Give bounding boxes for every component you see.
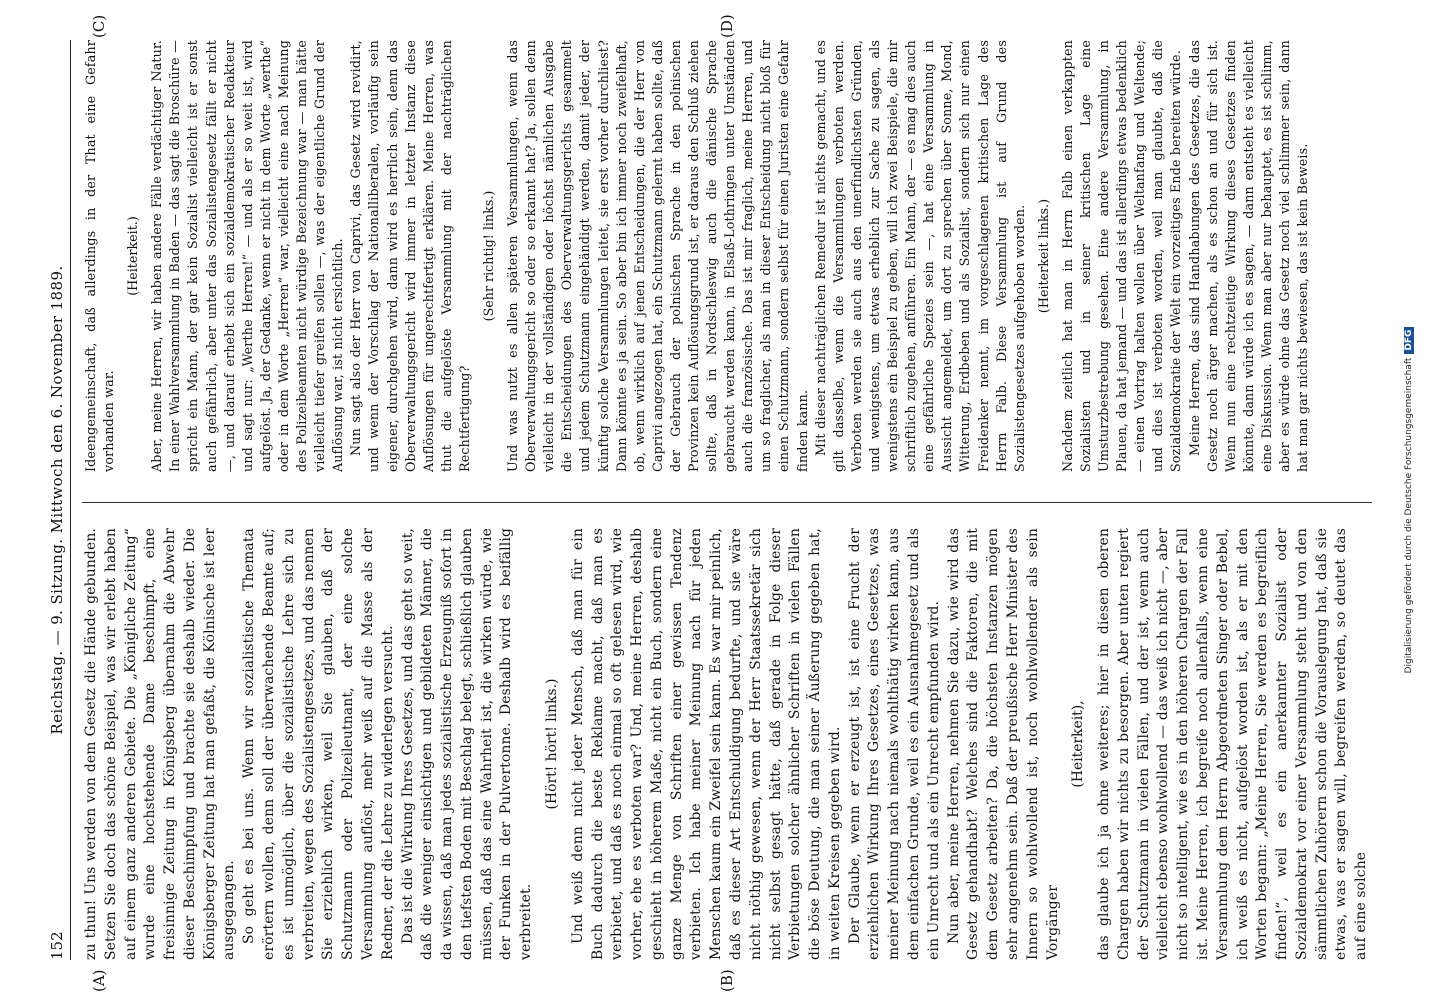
- paragraph: So geht es bei uns. Wenn wir sozialistische Themata erörtern wollen, denn soll der überwachende Beamte auf; es ist unmöglich, über die sozialistische Lehre sich zu verbreiten, wegen des Sozialistengesetzes, und das nennen Sie erziehlich wirken, weil Sie glauben, daß der Schutzmann oder Polizeileutnant, der eine solche Versammlung auflöst, mehr weiß auf die Masse als der Redner, der die Lehre zu widerlegen versucht.: [241, 528, 396, 960]
- left-column: [82, 528, 1372, 960]
- stage-direction: (Heiterkeit.): [125, 216, 141, 296]
- paragraph: Nun sagt also der Herr von Caprivi, das Gesetz wird revidirt, und wenn der Vorschlag der Nationalliberalen, vorläufig sein eigener, durchgehen wird, dann wird es herrlich sein, denn das Oberverwaltungsgericht wird immer in letzter Instanz diese Auflösungen für ungerechtfertigt erklären. Meine Herren, was thut die aufgelöste Versammlung mit der nachträglichen Rechtfertigung?: [348, 40, 472, 472]
- paragraph: Mit dieser nachträglichen Remedur ist nichts gemacht, und es gilt dasselbe, wenn die Versammlungen verboten werden. Verboten werden sie auch aus den unerfindlichsten Gründen, und wenigstens, um etwas erheblich zur Sache zu sagen, als wenigstens ein Beispiel zu geben, will ich zwei Beispiele, die mir schriftlich zugehen, anführen. Ein Mann, der — es mag dies auch eine gefährliche Spezies sein —, hat eine Versammlung in Aussicht angemeldet, um dort zu sprechen über Sonne, Mond, Witterung, Erdbeben und als Sozialist, sondern sich nur einen Freidenker nennt, im vorgeschlagenen kritischen Lage des Herrn Falb. Diese Versammlung ist auf Grund des Sozialistengesetzes aufgehoben worden.: [812, 40, 1027, 472]
- page-number: 152: [48, 931, 66, 960]
- paragraph: Nachdem zeitlich hat man in Herrn Falb einen verkappten Sozialisten und in seiner kritischen Lage eine Umsturzbestrebung gesehen. Eine andere Versammlung, in Plauen, da hat jemand — und das ist allerdings etwas bedenklich — einen Vortrag halten wollen über Weltanfang und Weltende; und dies ist verboten worden, weil man glaubte, daß die Sozialdemokratie der Welt ein vorzeitiges Ende bereiten würde.: [1059, 40, 1184, 472]
- paragraph: Ideengemeinschaft, daß allerdings in der That eine Gefahr vorhanden war.: [83, 40, 117, 472]
- column-divider: [82, 502, 1372, 503]
- page-header: [44, 40, 71, 960]
- margin-mark-c: (C): [90, 14, 108, 38]
- paragraph: Und was nutzt es allen späteren Versammlungen, wenn das Oberverwaltungsgericht so oder so erkannt hat? Ja, sollen denn vielleicht in der vollständigen oder höchst nämlichen Ausgabe die Entscheidungen des Oberverwaltungsgerichts gesammelt und jedem Schutzmann eingehändigt werden, damit jeder, der künftig solche Versammlungen leitet, sie erst vorher durchliest? Dann könnte es ja sein. So aber bin ich immer noch zweifelhaft, ob, wenn wirklich auf jenen Entscheidungen, die der Herr von Caprivi angezogen hat, ein Schutzmann gelernt haben sollte, daß der Gebrauch der polnischen Sprache in den polnischen Provinzen kein Auflösungsgrund ist, er daraus den Schluß ziehen sollte, daß in Nordschleswig auch die dänische Sprache gebraucht werden kann, in Elsaß-Lothringen unter Umständen auch die französische. Das ist mir fraglich, meine Herren, und um so fraglicher, als man in dieser Entscheidung nicht bloß für einen Schutzmann, sondern selbst für einen Juristen eine Gefahr finden kann.: [505, 40, 810, 472]
- right-column: [82, 40, 1372, 472]
- digitization-caption: [1404, 40, 1414, 960]
- stage-direction: (Heiterkeit),: [1070, 700, 1087, 788]
- stage-direction: (Sehr richtig! links.): [480, 190, 496, 322]
- dfg-logo-badge: DFG: [1404, 327, 1414, 354]
- paragraph: Nun aber, meine Herren, nehmen Sie dazu, wie wird das Gesetz gehandhabt? Welches sind die Faktoren, die mit dem Gesetz arbeiten? Da, die höchsten Instanzen mögen sehr angenehm sein. Daß der preußische Herr Minister des Innern so wohlwollend ist, noch wohlwollender als sein Vorgänger: [945, 528, 1061, 960]
- margin-mark-d: (D): [718, 14, 736, 38]
- margin-mark-a: (A): [90, 969, 108, 992]
- paragraph: Der Glaube, wenn er erzeugt ist, ist eine Frucht der erziehlichen Wirkung Ihres Gesetzes, eines Gesetzes, was meiner Meinung nach niemals wohlthätig wirken kann, aus dem einfachen Grunde, weil es ein Ausnahmegesetz und als ein Unrecht und als ein Unrecht empfunden wird.: [846, 528, 942, 960]
- paragraph: Das ist die Wirkung Ihres Gesetzes, und das geht so weit, daß die weniger einsichtigen und gebildeten Männer, die da wissen, daß man jedes sozialistische Erzeugniß sofort in den tiefsten Boden mit Beschlag belegt, schließlich glauben müssen, daß das eine Wahrheit ist, die wirken würde, wie der Funken in der Pulvertonne. Deshalb wird es beifällig verbreitet.: [399, 528, 535, 960]
- running-head: Reichstag. — 9. Sitzung. Mittwoch den 6. November 1889.: [48, 265, 66, 735]
- stage-direction: (Hört! hört! links.): [543, 678, 560, 810]
- paragraph: zu thun! Uns werden von dem Gesetz die Hände gebunden. Setzen Sie doch das schöne Beispiel, was wir erlebt haben auf einem ganz anderen Gebiete. Die „Königliche Zeitung“ wurde eine hochstehende Dame beschimpft, eine freisinnige Zeitung in Königsberg übernahm die Abwehr dieser Beschimpfung und brachte sie deshalb wieder. Die Königsberger Zeitung hat man gefaßt, die Kölnische ist leer ausgegangen.: [83, 528, 238, 960]
- paragraph: Aber, meine Herren, wir haben andere Fälle verdächtiger Natur. In einer Wahlversammlung in Baden — das sagt die Broschüre — spricht ein Mann, der gar kein Sozialist vielleicht ist er sonst auch gefährlich, aber unter das Sozialistengesetz fällt er nicht —, und darauf erhebt sich ein sozialdemokratischer Redakteur und sagt nur: „Werthe Herren!“ — und als er so weit ist, wird aufgelöst. Ja, der Gedanke, wenn er nicht in dem Worte „werthe“ oder in dem Worte „Herren“ war, vielleicht eine nach Meinung des Polizeibeamten nicht würdige Bezeichnung war — man hätte vielleicht tiefer greifen sollen —, was der eigentliche Grund der Auflösung war, ist nicht ersichtlich.: [149, 40, 346, 472]
- margin-mark-b: (B): [718, 969, 736, 992]
- paragraph: Meine Herren, das sind Handhabungen des Gesetzes, die das Gesetz noch ärger machen, als es schon an und für sich ist. Wenn nun eine rechtzeitige Wirkung dieses Gesetzes finden könnte, dann würde ich es sagen, — dann entsteht es vielleicht eine Diskussion. Wenn man aber nur behauptet, es ist schlimm, aber es würde ohne das Gesetz noch viel schlimmer sein, dann hat man gar nichts bewiesen, das ist kein Beweis.: [1186, 40, 1311, 472]
- caption-text: Digitalisierung gefördert durch die Deutsche Forschungsgemeinschaft: [1404, 357, 1414, 674]
- stage-direction: (Heiterkeit links.): [1035, 198, 1051, 314]
- paragraph: das glaube ich ja ohne weiteres; hier in diesen oberen Chargen haben wir nichts zu besorgen. Aber unten regiert der Schutzmann in vielen Fällen, und der ist, wenn auch vielleicht ebenso wohlwollend — das weiß ich nicht —, aber nicht so intelligent, wie es in den höheren Chargen der Fall ist. Meine Herren, ich begreife noch allenfalls, wenn eine Versammlung dem Herrn Abgeordneten Singer oder Bebel, ich weiß es nicht, aufgelöst worden ist, als er mit den Worten begann: „Meine Herren, Sie werden es begreiflich finden!“, weil es ein anerkannter Sozialist oder Sozialdemokrat vor einer Versammlung steht und von den sämmtlichen Zuhörern schon die Vorauslegung hat, daß sie etwas, was er sagen will, begreifen werden, so deutet das auf eine solche: [1096, 528, 1370, 960]
- paragraph: Und weiß denn nicht jeder Mensch, daß man für ein Buch dadurch die beste Reklame macht, daß man es verbietet, und daß es noch einmal so oft gelesen wird, wie vorher, ehe es verboten war? Und, meine Herren, deshalb geschieht in höherem Maße, nicht ein Buch, sondern eine ganze Menge von Schriften einer gewissen Tendenz verbieten. Ich habe meiner Meinung nach für jeden Menschen kaum ein Zweifel sein kann. Es war mir peinlich, daß es dieser Art Entschuldigung bedurfte, und sie wäre nicht nöthig gewesen, wenn der Herr Staatssekretär sich nicht selbst gesagt hätte, daß gerade in Folge dieser Verbietungen solcher ähnlicher Schriften in vielen Fällen die böse Deutung, die man seiner Äußerung gegeben hat, in weiten Kreisen gegeben wird.: [569, 528, 843, 960]
